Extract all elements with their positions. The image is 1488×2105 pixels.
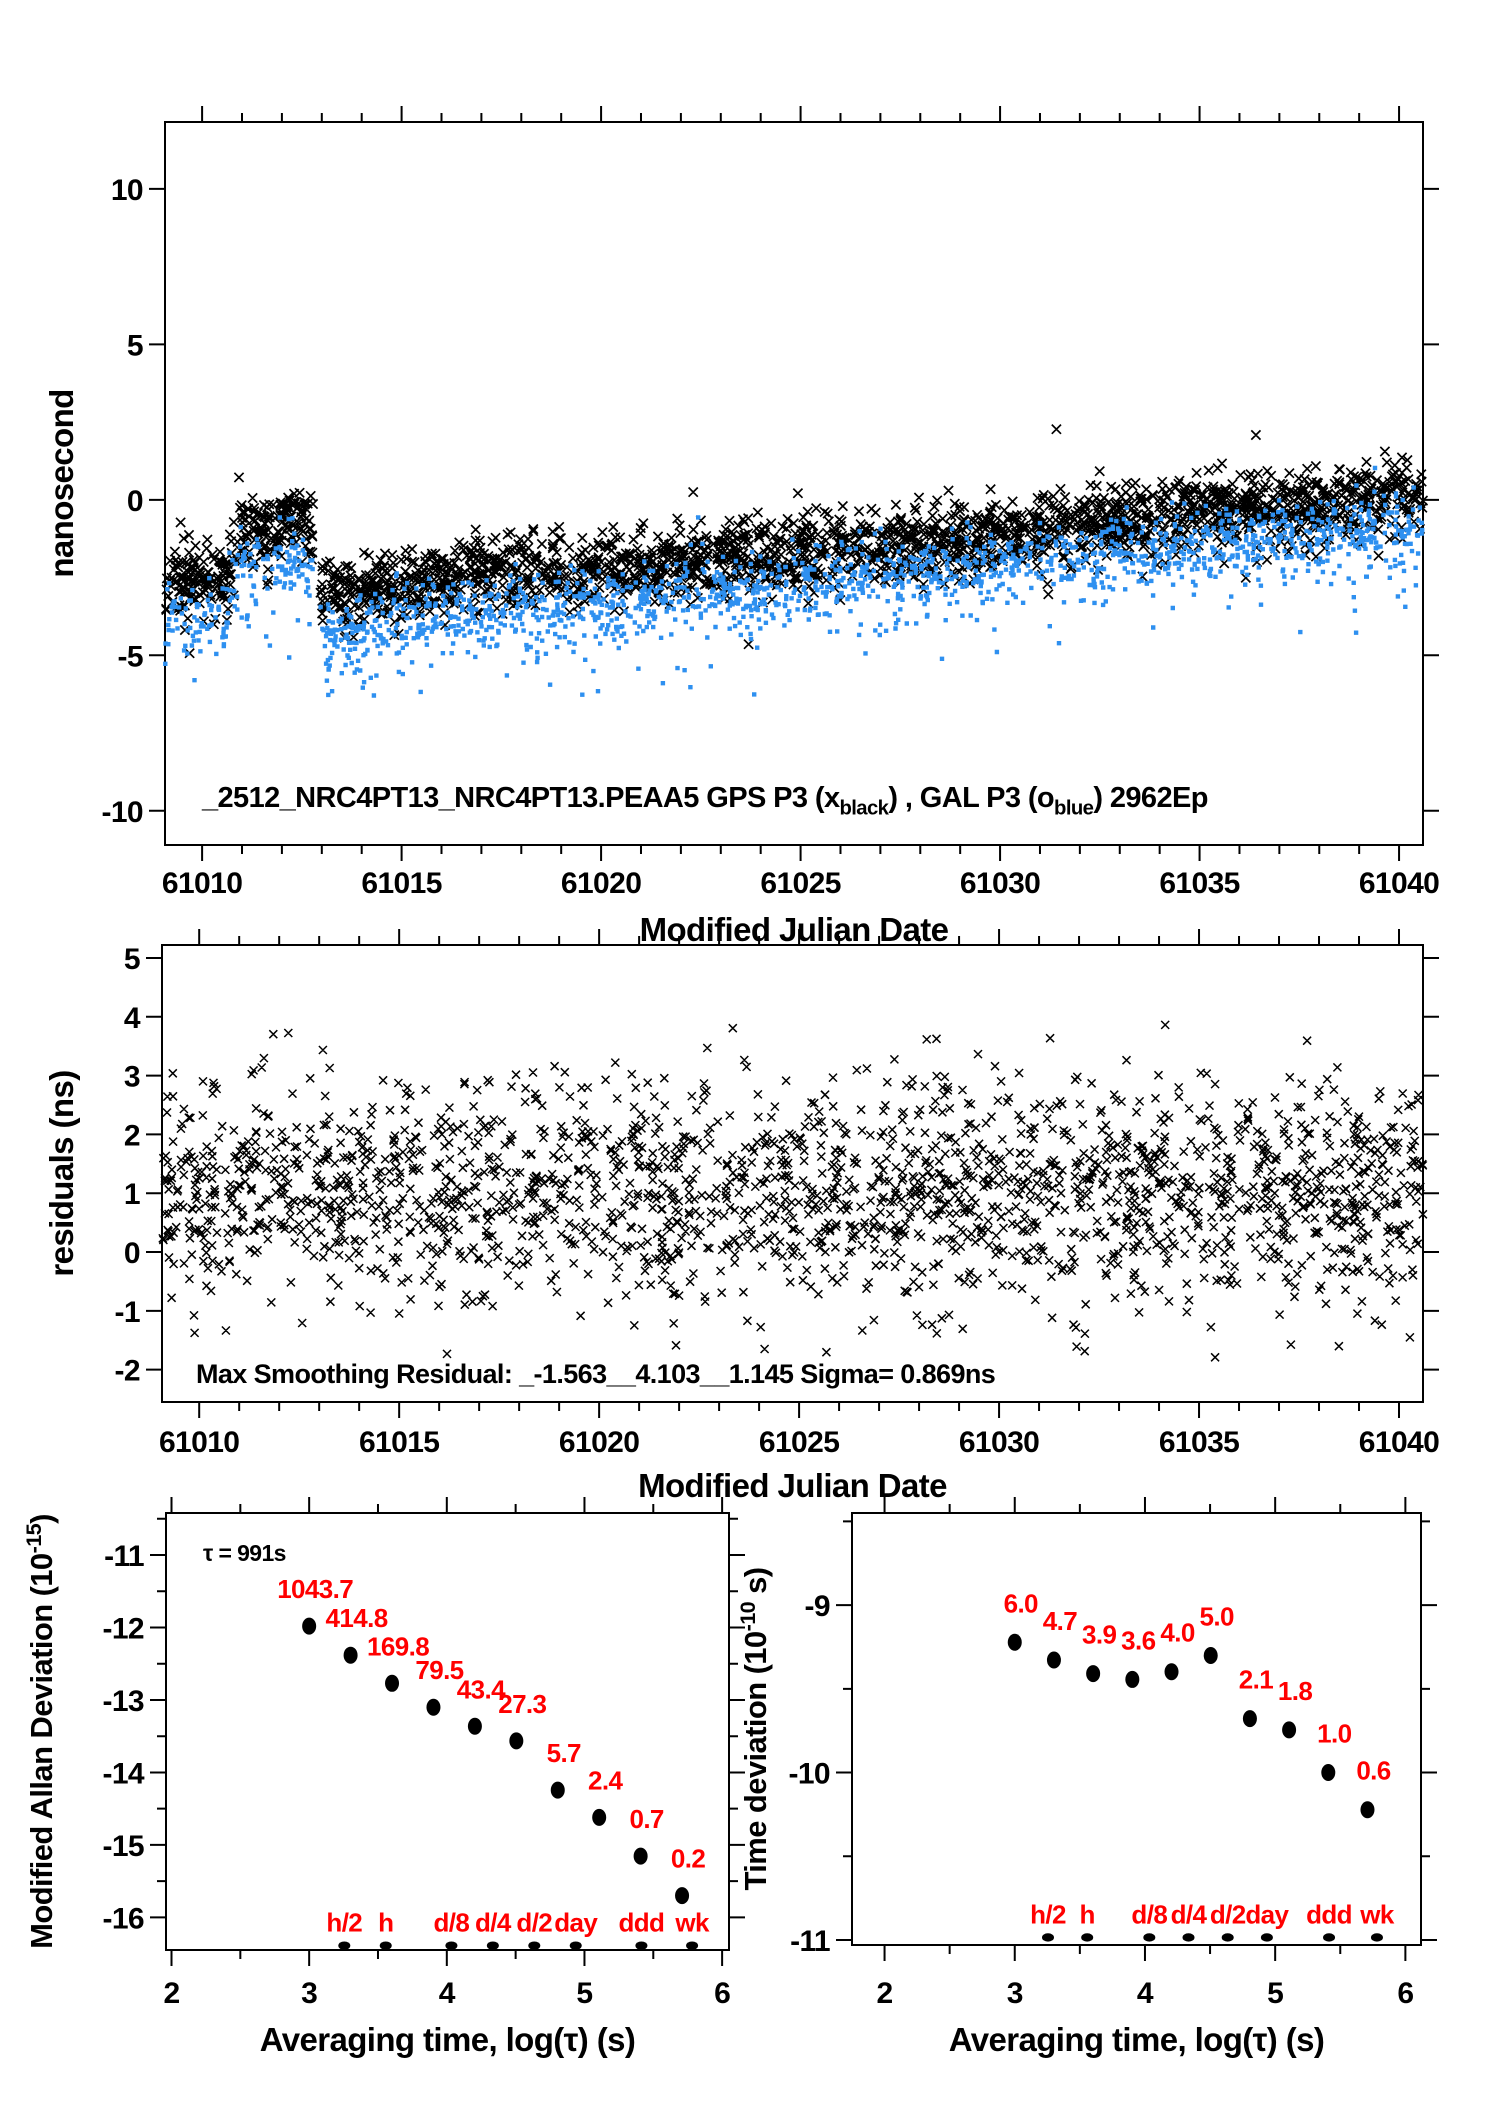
tdev-points-marker (1321, 1764, 1335, 1781)
tau-interval-markers-value-label: day (1245, 1899, 1289, 1930)
mdev-points-value-label: 414.8 (325, 1603, 388, 1634)
phase-comparison-panel (43, 106, 1439, 948)
tdev-points-marker (1086, 1665, 1100, 1682)
time-deviation-panel (735, 1497, 1437, 2058)
modified-allan-deviation-panel-xtick-label: 5 (576, 1977, 593, 2010)
residuals-panel-xtick-label: 61030 (958, 1426, 1040, 1459)
tau-interval-markers-value-label: ddd (1306, 1899, 1352, 1930)
mdev-points-marker (509, 1732, 523, 1749)
residuals-panel-ytick-label: 0 (123, 1237, 140, 1271)
residuals-panel-y-axis-title: residuals (ns) (43, 1070, 80, 1277)
tdev-points-value-label: 3.6 (1121, 1625, 1156, 1656)
tau-interval-markers-value-label: d/8 (433, 1907, 470, 1938)
residuals-panel-ticks (146, 929, 1439, 1418)
tdev-points-value-label: 5.0 (1199, 1601, 1234, 1632)
tau-interval-markers-marker (1323, 1933, 1335, 1941)
tau-interval-markers-value-label: d/4 (474, 1907, 511, 1938)
tau-interval-markers-marker (1261, 1933, 1273, 1941)
modified-allan-deviation-panel-xtick-label: 4 (438, 1977, 455, 2010)
tau-interval-markers-value-label: d/8 (1131, 1899, 1168, 1930)
mdev-points-marker (426, 1699, 440, 1716)
tau-interval-markers-value-label: d/4 (1170, 1899, 1207, 1930)
tdev-points-value-label: 1.0 (1317, 1718, 1352, 1749)
tdev-points-value-label: 3.9 (1081, 1619, 1117, 1650)
modified-allan-deviation-panel-frame (166, 1513, 729, 1950)
modified-allan-deviation-panel-xtick-label: 3 (301, 1977, 318, 2010)
residuals-panel-xtick-label: 61035 (1158, 1426, 1240, 1459)
mdev-points-value-label: 5.7 (546, 1738, 581, 1769)
residuals-panel-ytick-label: -1 (114, 1295, 140, 1329)
modified-allan-deviation-panel-xtick-label: 2 (163, 1977, 180, 2010)
tau-interval-markers-labels (326, 1908, 710, 1938)
tau-interval-markers-value-label: wk (1360, 1899, 1394, 1930)
tdev-points-marker (1243, 1710, 1257, 1727)
phase-comparison-panel-ticks (149, 106, 1439, 861)
mdev-points-value-label: 1043.7 (277, 1574, 354, 1605)
tau-interval-markers-value-label: h/2 (326, 1907, 363, 1938)
tau-interval-markers-value-label: ddd (618, 1907, 665, 1938)
residuals-panel-ytick-label: -2 (114, 1354, 140, 1388)
modified-allan-deviation-panel-y-axis-title: Modified Allan Deviation $(10^{-15})$ (20, 1514, 59, 1949)
phase-comparison-panel-ytick-label: -10 (101, 795, 143, 829)
tau-interval-markers-value-label: day (554, 1907, 598, 1938)
residuals-panel (43, 929, 1439, 1504)
phase-comparison-panel-xtick-label: 61020 (560, 867, 642, 900)
max-smoothing-residual-note: Max Smoothing Residual: _-1.563__4.103__1.145 Sigma= 0.869ns (196, 1359, 996, 1389)
residuals-panel-xtick-label: 61020 (558, 1426, 640, 1459)
phase-comparison-panel-xtick-label: 61040 (1358, 867, 1440, 900)
tdev-points-value-label: 2.1 (1238, 1664, 1274, 1695)
phase-comparison-panel-xtick-label: 61030 (959, 867, 1041, 900)
phase-comparison-panel-y-axis-title: nanosecond (43, 389, 80, 578)
tau-interval-markers-value-label: d/2 (1209, 1899, 1246, 1930)
tau-interval-markers-marker (528, 1941, 540, 1949)
tau-interval-markers-marker (1143, 1933, 1155, 1941)
panel-title: _2512_NRC4PT13_NRC4PT13.PEAA5 GPS P3 $(x_{black})$ , GAL P3 $(o_{blue})$ 2962Ep (202, 782, 1208, 820)
tau-interval-markers-value-label: h (378, 1907, 394, 1938)
tau-interval-markers-value-label: d/2 (516, 1907, 553, 1938)
mdev-points-value-label: 43.4 (456, 1674, 506, 1705)
tau-interval-markers-value-label: h/2 (1030, 1899, 1066, 1930)
mdev-points-value-label: 2.4 (588, 1765, 623, 1796)
tau-interval-markers-marker (487, 1941, 499, 1949)
time-deviation-panel-xtick-label: 4 (1136, 1977, 1154, 2010)
mdev-points-marker (344, 1647, 358, 1664)
modified-allan-deviation-panel-ytick-label: -14 (102, 1757, 144, 1791)
residuals-panel-xtick-label: 61010 (158, 1426, 240, 1459)
residuals-panel-ytick-label: 4 (123, 1001, 140, 1035)
tdev-points-labels (1004, 1588, 1391, 1785)
tau-interval-markers-value-label: wk (675, 1907, 709, 1938)
phase-comparison-panel-ytick-label: 5 (126, 329, 143, 363)
tau-interval-markers-marker (1183, 1933, 1195, 1941)
tdev-points-value-label: 6.0 (1003, 1588, 1038, 1619)
tau-interval-markers (326, 1908, 710, 1950)
mdev-points-marker (385, 1675, 399, 1692)
tau-note: τ = 991s (203, 1540, 286, 1566)
modified-allan-deviation-panel-ticks (150, 1497, 745, 1966)
tau-interval-markers-marker (1371, 1933, 1383, 1941)
residuals-panel-x-axis-title: Modified Julian Date (638, 1467, 947, 1504)
residuals-black-x (159, 1021, 1427, 1361)
phase-comparison-panel-ytick-label: 10 (110, 173, 143, 207)
tdev-points-value-label: 0.6 (1356, 1755, 1391, 1786)
mdev-points-labels (277, 1574, 705, 1873)
phase-comparison-panel-ytick-label: 0 (126, 484, 143, 518)
time-deviation-panel-xtick-label: 2 (876, 1977, 893, 2010)
time-deviation-panel-xtick-label: 5 (1267, 1977, 1284, 2010)
phase-comparison-panel-xtick-label: 61015 (361, 867, 442, 900)
time-deviation-panel-y-axis-title: Time deviation ($10^{-10}$ s) (734, 1567, 773, 1891)
tau-interval-markers-marker (445, 1941, 457, 1949)
phase-comparison-panel-x-axis-title: Modified Julian Date (639, 911, 949, 948)
tdev-points-marker (1282, 1721, 1296, 1738)
phase-comparison-panel-xtick-label: 61010 (161, 867, 243, 900)
tdev-points-marker (1047, 1652, 1061, 1669)
tdev-points-marker (1165, 1663, 1179, 1680)
mdev-points-marker (468, 1718, 482, 1735)
residuals-panel-xtick-label: 61025 (758, 1426, 840, 1459)
mdev-points-value-label: 79.5 (415, 1655, 464, 1686)
residuals-panel-ytick-label: 1 (123, 1178, 140, 1212)
time-deviation-panel-ytick-label: -9 (804, 1590, 830, 1624)
time-deviation-panel-ytick-label: -11 (790, 1924, 830, 1958)
tdev-points-marker (1360, 1801, 1374, 1818)
mdev-points-value-label: 0.2 (670, 1843, 706, 1874)
modified-allan-deviation-panel-ytick-label: -16 (102, 1902, 144, 1936)
tdev-points-value-label: 4.7 (1042, 1606, 1078, 1637)
tau-interval-markers-marker (635, 1941, 647, 1949)
mdev-points-value-label: 0.7 (629, 1804, 664, 1835)
residuals-black-x-markers (159, 1021, 1427, 1361)
mdev-points (277, 1574, 705, 1904)
mdev-points-marker (592, 1809, 606, 1826)
tdev-points-marker (1204, 1647, 1218, 1664)
residuals-panel-ytick-label: 3 (123, 1060, 140, 1094)
tau-interval-markers-marker (380, 1941, 392, 1949)
modified-allan-deviation-panel-xtick-label: 6 (714, 1977, 731, 2010)
tau-interval-markers (1030, 1899, 1395, 1941)
residuals-panel-xtick-label: 61040 (1358, 1426, 1440, 1459)
tau-interval-markers-marker (1222, 1933, 1234, 1941)
tau-interval-markers-labels (1030, 1899, 1395, 1929)
tau-interval-markers-value-label: h (1079, 1899, 1095, 1930)
phase-comparison-panel-frame (165, 122, 1423, 845)
tdev-points-marker (1125, 1671, 1139, 1688)
tdev-points-marker (1008, 1634, 1022, 1651)
tau-interval-markers-marker (1081, 1933, 1093, 1941)
tau-interval-markers-marker (1042, 1933, 1054, 1941)
time-deviation-panel-xtick-label: 6 (1397, 1977, 1414, 2010)
tau-interval-markers-marker (570, 1941, 582, 1949)
mdev-points-marker (551, 1782, 565, 1799)
modified-allan-deviation-panel-ytick-label: -13 (102, 1684, 144, 1718)
phase-comparison-panel-xtick-label: 61035 (1159, 867, 1240, 900)
time-deviation-panel-ytick-label: -10 (788, 1757, 830, 1791)
time-deviation-panel-x-axis-title: Averaging time, log(τ) (s) (948, 2021, 1325, 2058)
tdev-points-value-label: 4.0 (1160, 1617, 1195, 1648)
residuals-panel-xtick-label: 61015 (358, 1426, 440, 1459)
modified-allan-deviation-panel-ytick-label: -12 (102, 1612, 144, 1646)
tdev-points-value-label: 1.8 (1277, 1675, 1313, 1706)
time-deviation-panel-xtick-label: 3 (1006, 1977, 1023, 2010)
modified-allan-deviation-panel-ytick-label: -15 (102, 1829, 144, 1863)
mdev-points-value-label: 169.8 (366, 1631, 430, 1662)
phase-comparison-panel-ytick-label: -5 (117, 640, 143, 674)
residuals-panel-ytick-label: 2 (123, 1119, 140, 1153)
residuals-panel-ytick-label: 5 (123, 942, 140, 976)
modified-allan-deviation-panel-ytick-label: -11 (104, 1540, 144, 1574)
modified-allan-deviation-panel-x-axis-title: Averaging time, log(τ) (s) (259, 2021, 636, 2058)
tau-interval-markers-marker (686, 1941, 698, 1949)
phase-comparison-panel-xtick-label: 61025 (760, 867, 841, 900)
mdev-points-marker (675, 1887, 689, 1904)
tdev-points (1004, 1588, 1391, 1818)
tau-interval-markers-marker (338, 1941, 350, 1949)
mdev-points-marker (302, 1618, 316, 1635)
modified-allan-deviation-panel (21, 1497, 745, 2058)
mdev-points-marker (634, 1848, 648, 1865)
mdev-points-value-label: 27.3 (498, 1688, 547, 1719)
